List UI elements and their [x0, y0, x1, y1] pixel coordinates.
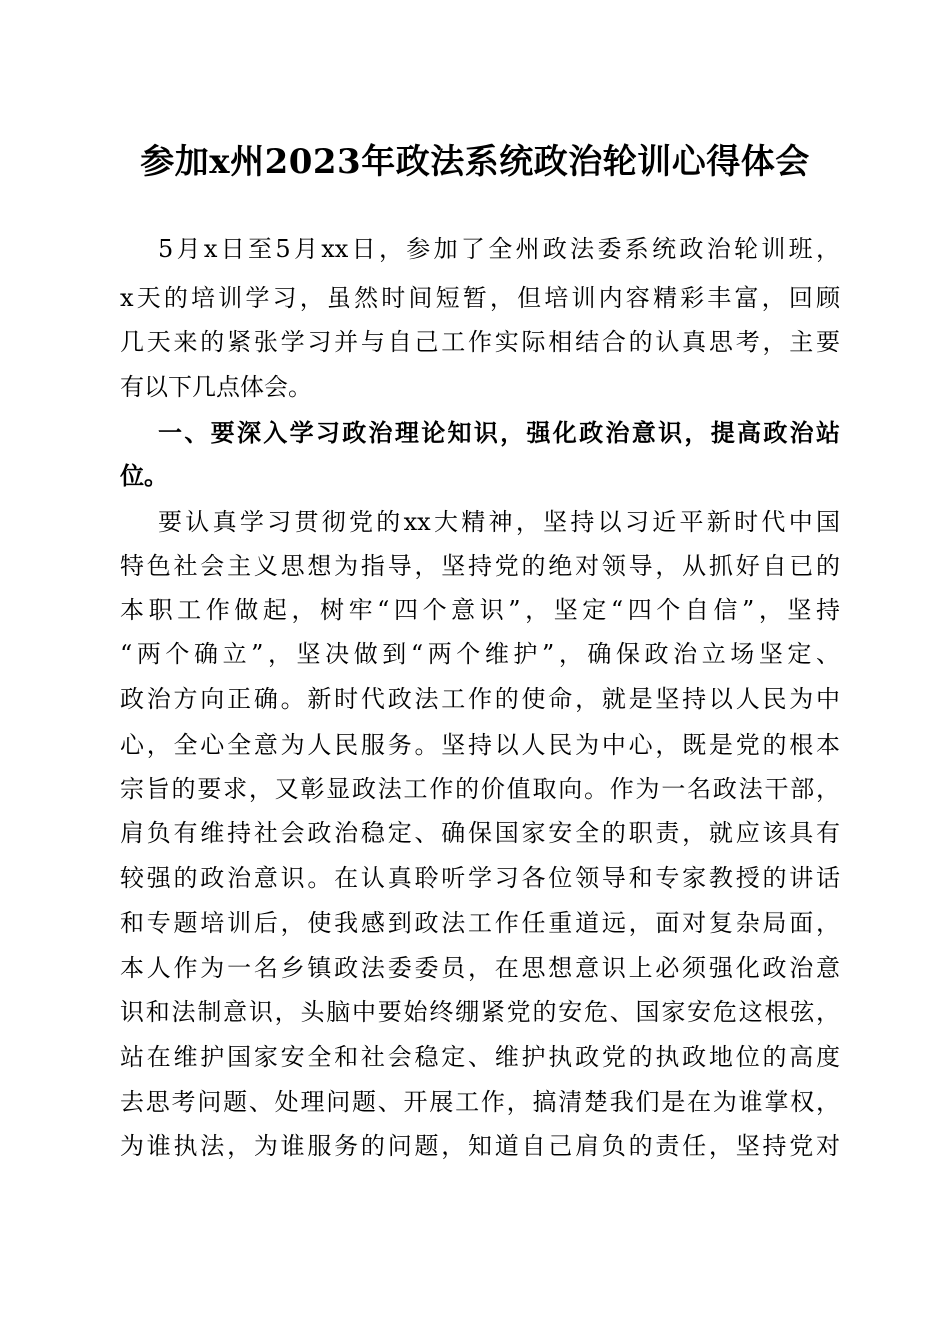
paragraph-line: 有以下几点体会。: [120, 373, 312, 401]
paragraph-line: 特色社会主义思想为指导，坚持党的绝对领导，从抓好自已的: [120, 552, 840, 580]
paragraph-line: 要认真学习贯彻党的xx大精神，坚持以习近平新时代中国: [158, 508, 840, 536]
paragraph-line: 识和法制意识，头脑中要始终绷紧党的安危、国家安危这根弦，: [120, 998, 840, 1026]
paragraph-line: 肩负有维持社会政治稳定、确保国家安全的职责，就应该具有: [120, 819, 840, 847]
paragraph-line: 为谁执法，为谁服务的问题，知道自己肩负的责任，坚持党对: [120, 1132, 840, 1160]
paragraph-line: 去思考问题、处理问题、开展工作，搞清楚我们是在为谁掌权，: [120, 1088, 840, 1116]
paragraph-line: 和专题培训后，使我感到政法工作任重道远，面对复杂局面，: [120, 909, 840, 937]
paragraph-line: 心，全心全意为人民服务。坚持以人民为中心，既是党的根本: [120, 731, 840, 759]
paragraph-line: 本人作为一名乡镇政法委委员，在思想意识上必须强化政治意: [120, 954, 840, 982]
section-heading-line: 位。: [120, 461, 168, 490]
paragraph-line: 5月x日至5月xx日，参加了全州政法委系统政治轮训班，: [158, 235, 840, 263]
document-title: 参加x州2023年政法系统政治轮训心得体会: [140, 142, 810, 182]
section-heading-line: 一、要深入学习政治理论知识，强化政治意识，提高政治站: [158, 418, 840, 447]
paragraph-line: 较强的政治意识。在认真聆听学习各位领导和专家教授的讲话: [120, 864, 840, 892]
paragraph-line: “两个确立”，坚决做到“两个维护”，确保政治立场坚定、: [120, 640, 840, 668]
paragraph-line: 站在维护国家安全和社会稳定、维护执政党的执政地位的高度: [120, 1043, 840, 1071]
paragraph-line: 政治方向正确。新时代政法工作的使命，就是坚持以人民为中: [120, 685, 840, 713]
paragraph-line: 本职工作做起，树牢“四个意识”，坚定“四个自信”，坚持: [120, 596, 840, 624]
paragraph-line: x天的培训学习，虽然时间短暂，但培训内容精彩丰富，回顾: [120, 284, 840, 312]
paragraph-line: 宗旨的要求，又彰显政法工作的价值取向。作为一名政法干部，: [120, 775, 840, 803]
paragraph-line: 几天来的紧张学习并与自己工作实际相结合的认真思考，主要: [120, 328, 840, 356]
